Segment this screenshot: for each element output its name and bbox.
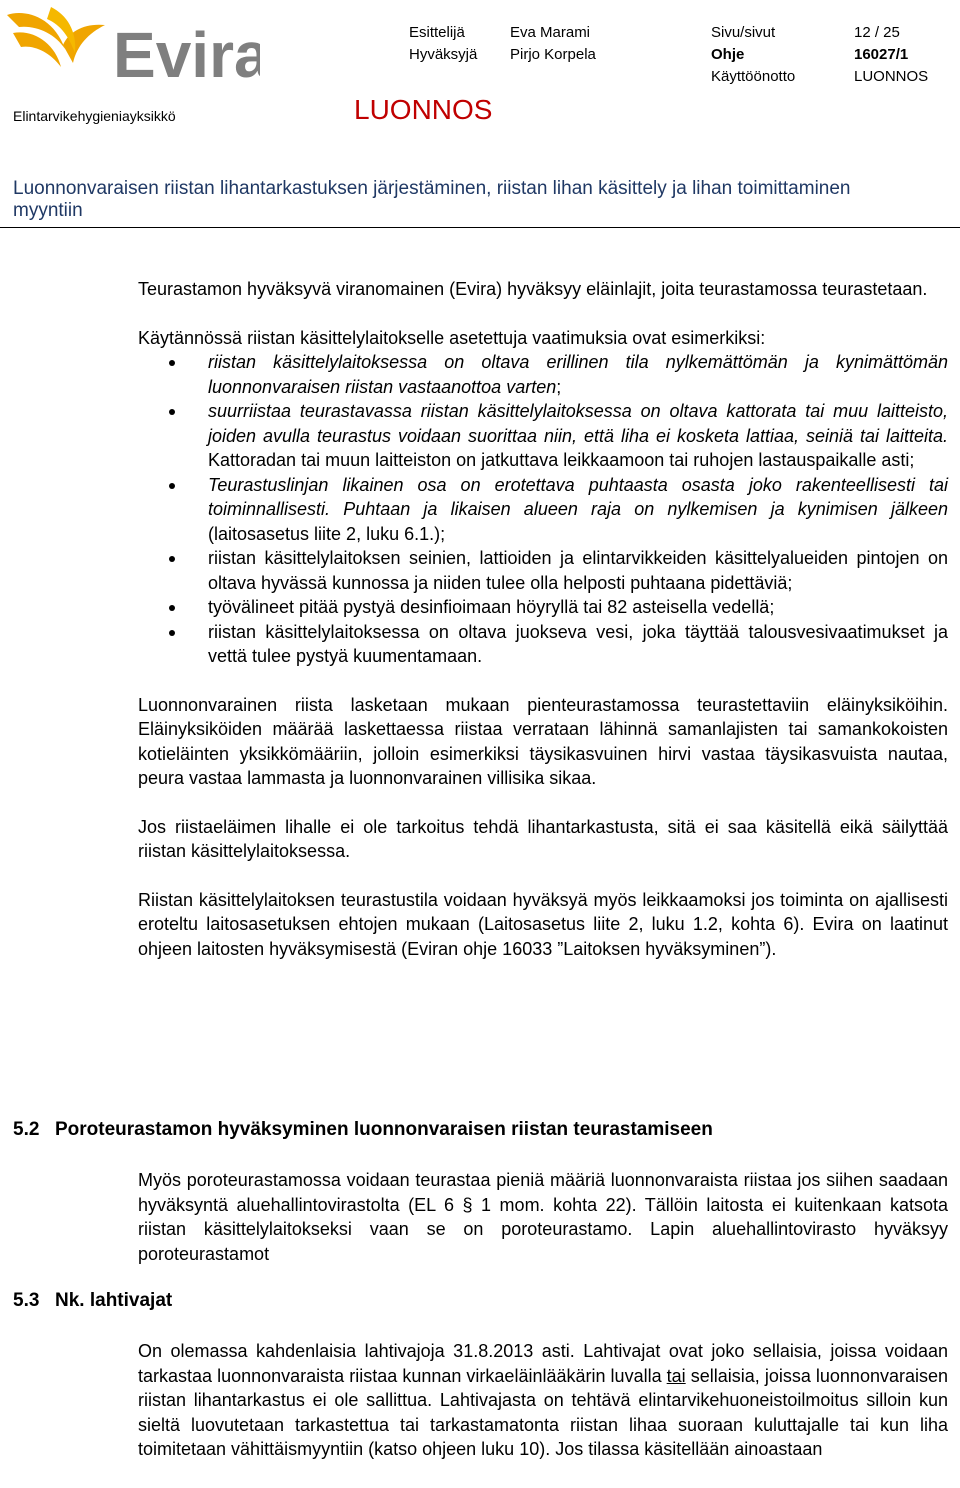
bullet-icon	[169, 409, 175, 415]
evira-logo	[5, 5, 260, 83]
section-body-5-1	[138, 277, 948, 961]
bullet-icon	[169, 483, 175, 489]
list-item: riistan käsittelylaitoksessa on oltava erillinen tila nylkemättömän ja kynimättömän luonnonvaraisen riistan vastaanottoa varten;	[138, 350, 948, 399]
heading-number: 5.3	[13, 1290, 40, 1311]
paragraph-species-approval: Teurastamon hyväksyvä viranomainen (Evira) hyväksyy eläinlajit, joita teurastamossa teurastetaan.	[138, 279, 928, 299]
presenter-label: Esittelijä	[409, 24, 465, 41]
approver-label: Hyväksyjä	[409, 46, 478, 63]
page-value: 12 / 25	[854, 24, 900, 41]
document-title: Luonnonvaraisen riistan lihantarkastuksen järjestäminen, riistan lihan käsittely ja lihan toimittaminen myyntiin	[13, 178, 851, 221]
paragraph-animal-units: Luonnonvarainen riista lasketaan mukaan pienteurastamossa teurastettaviin eläinyksiköihin. Eläinyksiköiden määrää laskettaessa riistaa verrataan lähinnä samanlajisten tai samankokoisten kotieläinten yksikkömääriin, jolloin esimerkiksi täysikasvuinen hirvi vastaa täysikasvuista nautaa, peura vastaa lammasta ja luonnonvarainen villisika sikaa.	[138, 694, 948, 788]
presenter-name: Eva Marami	[510, 24, 591, 41]
heading-5-3	[13, 1290, 172, 1312]
paragraph-cutting-plant: Riistan käsittelylaitoksen teurastustila voidaan hyväksyä myös leikkaamoksi jos toiminta on ajallisesti eroteltu laitosasetuksen ehtojen mukaan (Laitosasetus liite 2, luku 1.2, kohta 6). Evira on laatinut ohjeen laitosten hyväksymisestä (Eviran ohje 16033 ”Laitoksen hyväksyminen”).	[138, 889, 948, 959]
draft-status-large: LUONNOS	[354, 94, 493, 125]
heading-text: Poroteurastamon hyväksyminen luonnonvaraisen riistan teurastamiseen	[55, 1119, 713, 1140]
requirements-list	[138, 350, 948, 669]
list-item: suurriistaa teurastavassa riistan käsittelylaitoksessa on oltava kattorata tai muu laitteisto, joiden avulla teurastus voidaan suorittaa niin, että liha ei kosketa lattiaa, seiniä tai laitteita. Kattoradan tai muun laitteiston on jatkuttava leikkaamoon tai ruhojen lastauspaikalle asti;	[138, 399, 948, 473]
evira-logo-mark	[5, 5, 260, 83]
usage-value: LUONNOS	[854, 68, 929, 85]
doc-type: Ohje	[711, 46, 745, 63]
logo-wordmark: Evira	[113, 19, 260, 83]
usage-label: Käyttöönotto	[711, 68, 796, 85]
heading-text: Nk. lahtivajat	[55, 1290, 173, 1311]
list-item: riistan käsittelylaitoksen seinien, lattioiden ja elintarvikkeiden käsittelyalueiden pintojen on oltava hyvässä kunnossa ja niiden tulee olla helposti puhtaana pidettäviä;	[138, 546, 948, 595]
approver-name: Pirjo Korpela	[510, 46, 596, 63]
bullet-icon	[169, 360, 175, 366]
doc-number: 16027/1	[854, 46, 909, 63]
section-body-5-3	[138, 1339, 948, 1462]
header-divider	[0, 227, 960, 228]
paragraph-reindeer-slaughterhouse: Myös poroteurastamossa voidaan teurastaa pieniä määriä luonnonvaraista riistaa jos siihen saadaan hyväksyntä aluehallintovirastolta (EL 6 § 1 mom. kohta 22). Tällöin laitosta ei kuitenkaan katsota riistan käsittelylaitokseksi vaan se on poroteurastamo. Lapin aluehallintovirasto hyväksyy poroteurastamot	[138, 1170, 948, 1264]
page-label: Sivu/sivut	[711, 24, 776, 41]
bullet-icon	[169, 630, 175, 636]
paragraph-requirements-intro: Käytännössä riistan käsittelylaitokselle asetettuja vaatimuksia ovat esimerkiksi:	[138, 327, 766, 348]
list-item: työvälineet pitää pystyä desinfioimaan höyryllä tai 82 asteisella vedellä;	[138, 595, 948, 620]
bullet-icon	[169, 605, 175, 611]
heading-number: 5.2	[13, 1119, 40, 1140]
section-body-5-2	[138, 1168, 948, 1266]
heading-5-2	[13, 1119, 713, 1141]
unit-name: Elintarvikehygieniayksikkö	[13, 108, 176, 124]
paragraph-no-inspection: Jos riistaeläimen lihalle ei ole tarkoitus tehdä lihantarkastusta, sitä ei saa käsitellä eikä säilyttää riistan käsittelylaitoksessa.	[138, 816, 948, 861]
list-item: Teurastuslinjan likainen osa on erotettava puhtaasta osasta joko rakenteellisesti tai toiminnallisesti. Puhtaan ja likaisen alueen raja on nylkemisen ja kynimisen jälkeen (laitosasetus liite 2, luku 6.1.);	[138, 473, 948, 547]
list-item: riistan käsittelylaitoksessa on oltava juokseva vesi, joka täyttää talousvesivaatimukset ja vettä tulee pystyä kuumentamaan.	[138, 620, 948, 669]
bullet-icon	[169, 556, 175, 562]
paragraph-slaughter-sheds: On olemassa kahdenlaisia lahtivajoja 31.8.2013 asti. Lahtivajat ovat joko sellaisia, joissa voidaan tarkastaa luonnonvaraista riistaa kunnan virkaeläinlääkärin luvalla tai sellaisia, joissa luonnonvaraisen riistan lihantarkastus ei ole sallittua. Lahtivajasta on tehtävä elintarvikehuoneistoilmoitus silloin kun sieltä luovutetaan tarkastettua tai tarkastamatonta riistan lihaa suoraan kuluttajalle tai kun liha toimitetaan vähittäismyyntiin (katso ohjeen luku 10). Jos tilassa käsitellään ainoastaan	[138, 1341, 948, 1459]
